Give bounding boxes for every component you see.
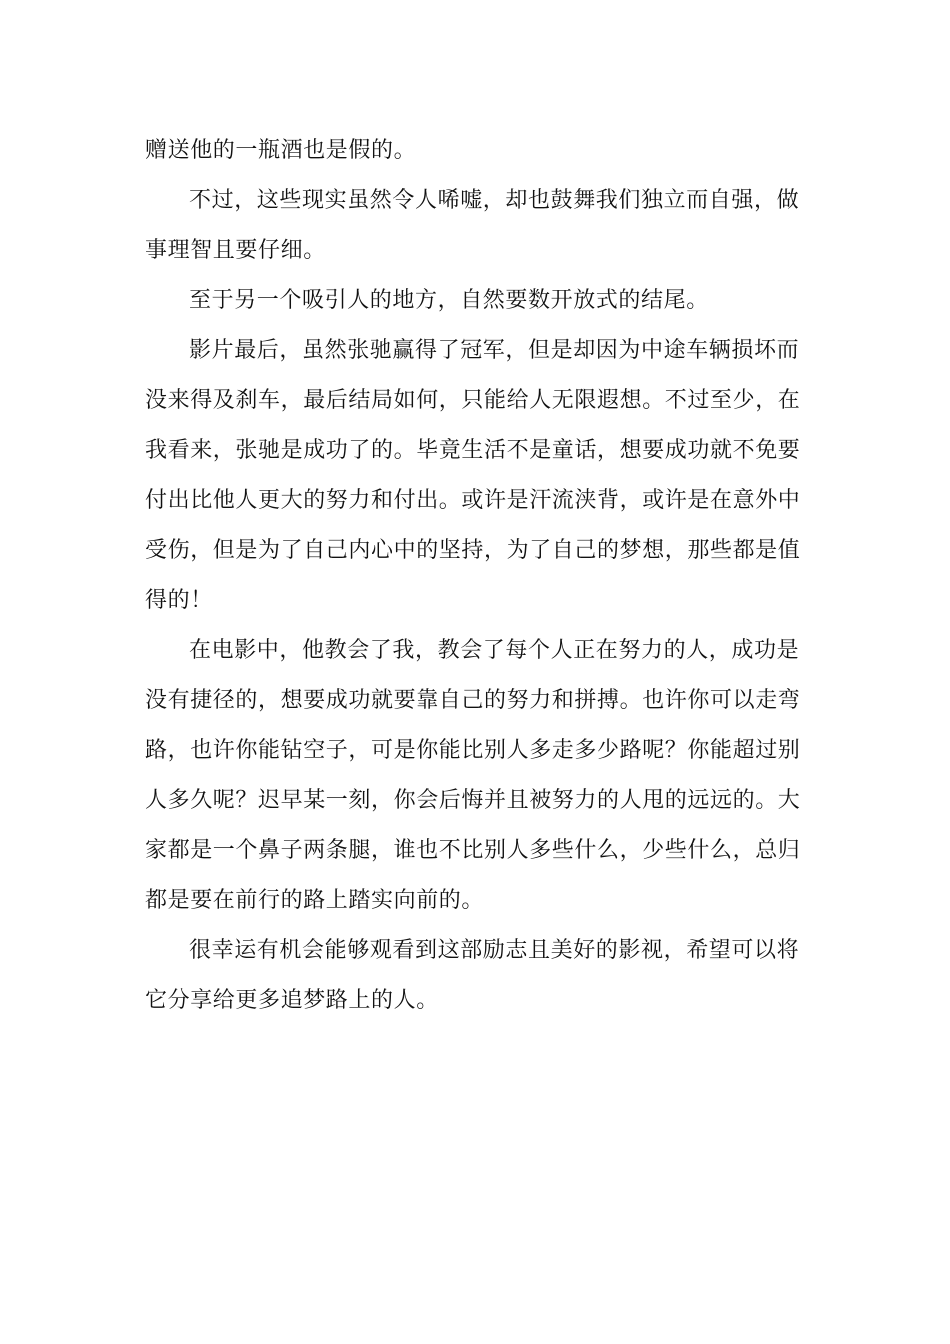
text-line: 都是要在前行的路上踏实向前的。 — [145, 888, 485, 913]
text-line: 我看来，张驰是成功了的。毕竟生活不是童话，想要成功就不免要 — [145, 438, 801, 463]
paragraph-2 — [145, 176, 807, 276]
text-line: 在电影中，他教会了我，教会了每个人正在努力的人，成功是 — [189, 638, 800, 663]
text-line: 受伤，但是为了自己内心中的坚持，为了自己的梦想，那些都是值 — [145, 538, 801, 563]
paragraph-1 — [145, 126, 807, 176]
text-line: 事理智且要仔细。 — [145, 238, 326, 263]
paragraph-3 — [145, 276, 807, 326]
paragraph-4 — [145, 326, 807, 626]
text-line: 付出比他人更大的努力和付出。或许是汗流浃背，或许是在意外中 — [145, 488, 801, 513]
text-line: 家都是一个鼻子两条腿，谁也不比别人多些什么，少些什么，总归 — [145, 838, 801, 863]
text-line: 它分享给更多追梦路上的人。 — [145, 988, 439, 1013]
text-line: 没来得及刹车，最后结局如何，只能给人无限遐想。不过至少，在 — [145, 388, 801, 413]
paragraph-6 — [145, 926, 807, 1026]
text-line: 人多久呢？迟早某一刻，你会后悔并且被努力的人甩的远远的。大 — [145, 788, 801, 813]
text-line: 路，也许你能钻空子，可是你能比别人多走多少路呢？你能超过别 — [145, 738, 801, 763]
text-line: 赠送他的一瓶酒也是假的。 — [145, 138, 417, 163]
text-line: 至于另一个吸引人的地方，自然要数开放式的结尾。 — [189, 288, 709, 313]
text-line: 得的！ — [145, 588, 213, 613]
text-line: 影片最后，虽然张驰赢得了冠军，但是却因为中途车辆损坏而 — [189, 338, 800, 363]
paragraph-5 — [145, 626, 807, 926]
text-line: 没有捷径的，想要成功就要靠自己的努力和拼搏。也许你可以走弯 — [145, 688, 801, 713]
body-text — [145, 126, 807, 1026]
text-line: 不过，这些现实虽然令人唏嘘，却也鼓舞我们独立而自强，做 — [189, 188, 800, 213]
text-line: 很幸运有机会能够观看到这部励志且美好的影视，希望可以将 — [189, 938, 800, 963]
